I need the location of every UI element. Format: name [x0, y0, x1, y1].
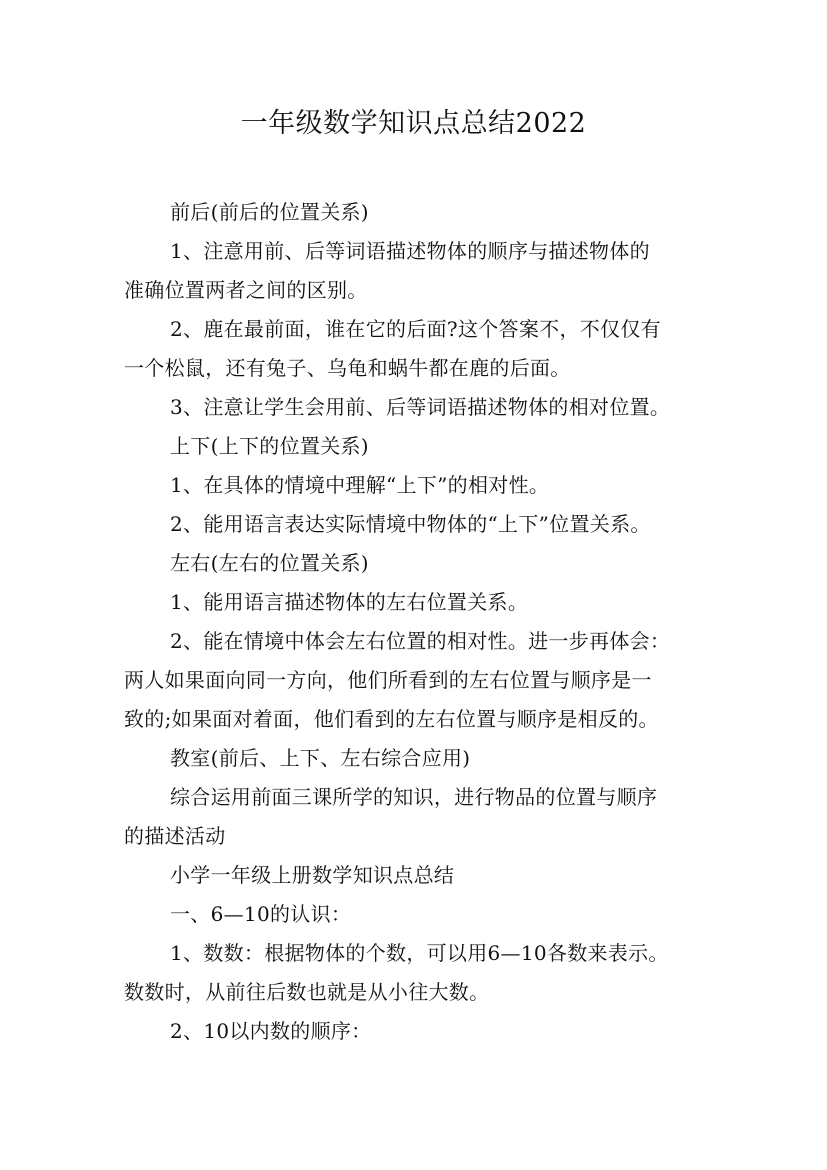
section-heading-numbers: 一、6—10的认识： [170, 902, 352, 926]
section-heading-summary: 小学一年级上册数学知识点总结 [170, 863, 455, 887]
paragraph-line: 综合运用前面三课所学的知识，进行物品的位置与顺序 [170, 785, 658, 809]
section-heading-up-down: 上下(上下的位置关系) [170, 434, 369, 458]
section-heading-classroom: 教室(前后、上下、左右综合应用) [170, 746, 471, 770]
document-title: 一年级数学知识点总结2022 [240, 108, 587, 139]
paragraph-line: 准确位置两者之间的区别。 [124, 278, 368, 302]
paragraph-line: 1、注意用前、后等词语描述物体的顺序与描述物体的 [170, 239, 650, 263]
paragraph-line: 一个松鼠，还有兔子、乌龟和蜗牛都在鹿的后面。 [124, 356, 571, 380]
paragraph-line: 2、能在情境中体会左右位置的相对性。进一步再体会： [170, 629, 671, 653]
paragraph-line: 2、能用语言表达实际情境中物体的“上下”位置关系。 [170, 512, 651, 536]
paragraph-line: 2、10以内数的顺序： [170, 1019, 372, 1043]
paragraph-line: 1、数数：根据物体的个数，可以用6—10各数来表示。 [170, 941, 669, 965]
section-heading-front-back: 前后(前后的位置关系) [170, 200, 369, 224]
paragraph-line: 3、注意让学生会用前、后等词语描述物体的相对位置。 [170, 395, 671, 419]
paragraph-line: 1、在具体的情境中理解“上下”的相对性。 [170, 473, 550, 497]
paragraph-line: 1、能用语言描述物体的左右位置关系。 [170, 590, 529, 614]
paragraph-line: 的描述活动 [124, 824, 226, 848]
paragraph-line: 致的;如果面对着面，他们看到的左右位置与顺序是相反的。 [124, 707, 659, 731]
paragraph-line: 2、鹿在最前面，谁在它的后面?这个答案不，不仅仅有 [170, 317, 661, 341]
paragraph-line: 两人如果面向同一方向，他们所看到的左右位置与顺序是一 [124, 668, 652, 692]
section-heading-left-right: 左右(左右的位置关系) [170, 551, 369, 575]
paragraph-line: 数数时，从前往后数也就是从小往大数。 [124, 980, 490, 1004]
